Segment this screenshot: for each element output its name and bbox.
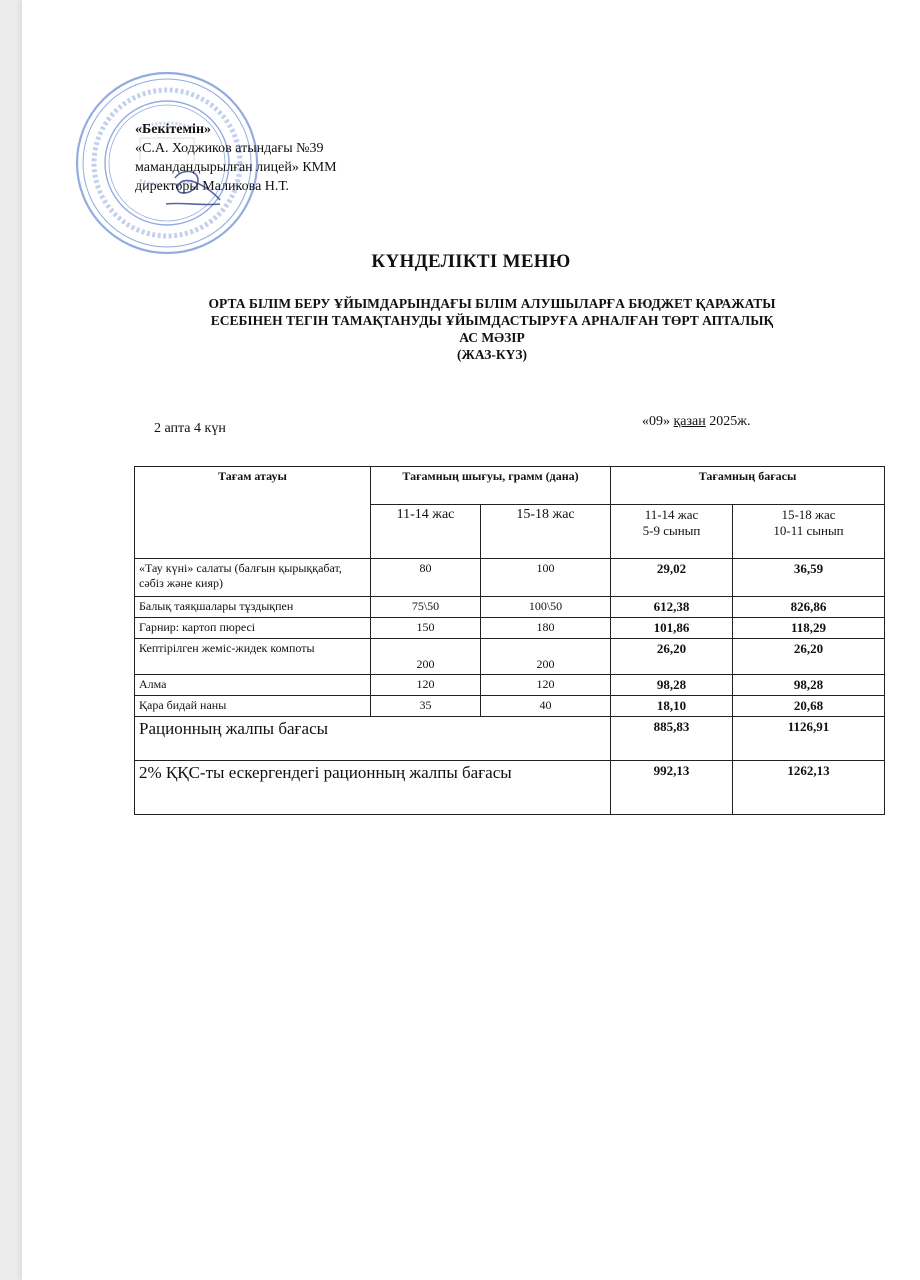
table-row	[135, 559, 885, 597]
date-month: қазан	[673, 414, 706, 429]
approval-line: «С.А. Ходжиков атындағы №39	[135, 141, 324, 156]
price-11-14: 98,28	[611, 675, 733, 696]
price-11-14: 101,86	[611, 618, 733, 639]
yield-15-18: 40	[481, 696, 611, 717]
total-price-15-18: 1126,91	[733, 717, 885, 761]
document-date	[642, 414, 750, 430]
price-15-18: 36,59	[733, 559, 885, 597]
dish-name: Қара бидай наны	[135, 696, 371, 717]
yield-15-18: 180	[481, 618, 611, 639]
total-label: Рационның жалпы бағасы	[135, 717, 611, 761]
document-page	[22, 0, 920, 1280]
header-yield-15-18: 15-18 жас	[481, 505, 611, 559]
price-15-18: 26,20	[733, 639, 885, 675]
total-vat-price-15-18: 1262,13	[733, 761, 885, 815]
price-11-14: 26,20	[611, 639, 733, 675]
header-price-age: 11-14 жас	[644, 507, 699, 522]
yield-15-18: 200	[481, 639, 611, 675]
date-day: «09»	[642, 414, 670, 429]
approval-block	[135, 120, 435, 196]
header-row	[135, 467, 885, 505]
total-vat-price-11-14: 992,13	[611, 761, 733, 815]
approval-heading: «Бекітемін»	[135, 122, 212, 137]
header-price-age: 15-18 жас	[781, 507, 836, 522]
price-11-14: 18,10	[611, 696, 733, 717]
header-price-11-14	[611, 505, 733, 559]
total-price-11-14: 885,83	[611, 717, 733, 761]
header-price: Тағамның бағасы	[611, 467, 885, 505]
price-15-18: 20,68	[733, 696, 885, 717]
total-row	[135, 717, 885, 761]
subtitle-line: ОРТА БІЛІМ БЕРУ ҰЙЫМДАРЫНДАҒЫ БІЛІМ АЛУШЫЛАРҒА БЮДЖЕТ ҚАРАЖАТЫ	[208, 296, 776, 311]
yield-11-14: 80	[371, 559, 481, 597]
yield-11-14: 150	[371, 618, 481, 639]
subtitle-line: АС МӘЗІР	[459, 330, 525, 345]
yield-15-18: 100\50	[481, 597, 611, 618]
header-dish-name: Тағам атауы	[135, 467, 371, 559]
price-11-14: 29,02	[611, 559, 733, 597]
page-title: КҮНДЕЛІКТІ МЕНЮ	[371, 251, 571, 272]
menu-subtitle	[132, 295, 852, 363]
yield-15-18: 100	[481, 559, 611, 597]
dish-name: Кептірілген жеміс-жидек компоты	[135, 639, 371, 675]
dish-name: Гарнир: картоп пюресі	[135, 618, 371, 639]
dish-name: Алма	[135, 675, 371, 696]
price-11-14: 612,38	[611, 597, 733, 618]
table-row	[135, 696, 885, 717]
table-row	[135, 597, 885, 618]
price-15-18: 826,86	[733, 597, 885, 618]
price-15-18: 98,28	[733, 675, 885, 696]
subtitle-season: (ЖАЗ-КҮЗ)	[456, 347, 528, 362]
approval-signature-line: директоры Маликова Н.Т.	[135, 179, 290, 194]
date-year: 2025ж.	[709, 414, 751, 429]
total-vat-row	[135, 761, 885, 815]
yield-11-14: 35	[371, 696, 481, 717]
approval-line: мамандандырылған лицей» КММ	[135, 160, 337, 175]
header-price-grade: 10-11 сынып	[773, 523, 844, 538]
week-day-label: 2 апта 4 күн	[154, 421, 226, 436]
total-vat-label: 2% ҚҚС-ты ескергендегі рационның жалпы бағасы	[135, 761, 611, 815]
header-price-grade: 5-9 сынып	[642, 523, 701, 538]
dish-name: «Тау күні» салаты (балғын қырыққабат, сәбіз және кияр)	[135, 559, 371, 597]
header-yield-11-14: 11-14 жас	[371, 505, 481, 559]
yield-15-18: 120	[481, 675, 611, 696]
table-row	[135, 618, 885, 639]
price-15-18: 118,29	[733, 618, 885, 639]
subtitle-line: ЕСЕБІНЕН ТЕГІН ТАМАҚТАНУДЫ ҰЙЫМДАСТЫРУҒА АРНАЛҒАН ТӨРТ АПТАЛЫҚ	[210, 313, 774, 328]
table-row	[135, 639, 885, 675]
yield-11-14: 200	[371, 639, 481, 675]
menu-table	[134, 466, 885, 815]
header-price-15-18	[733, 505, 885, 559]
header-yield: Тағамның шығуы, грамм (дана)	[371, 467, 611, 505]
dish-name: Балық таяқшалары тұздықпен	[135, 597, 371, 618]
table-row	[135, 675, 885, 696]
yield-11-14: 120	[371, 675, 481, 696]
yield-11-14: 75\50	[371, 597, 481, 618]
